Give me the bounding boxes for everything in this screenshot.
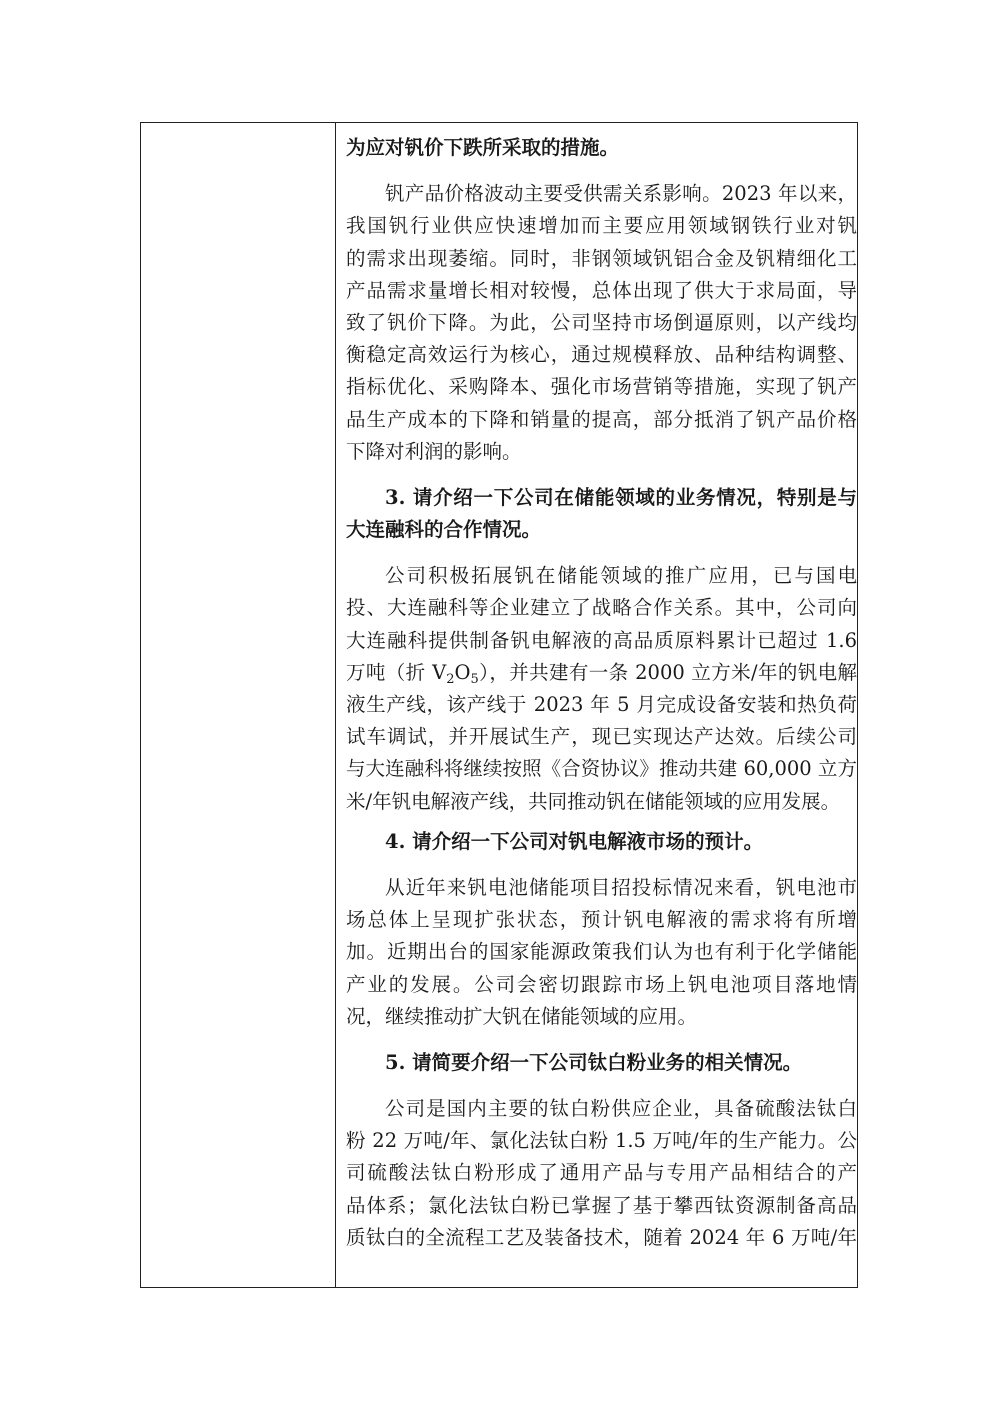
text-line: 与大连融科将继续按照《合资协议》推动共建 60,000 立方 — [346, 757, 857, 781]
answer-paragraph-energy-storage — [346, 560, 857, 818]
text-line: 从近年来钒电池储能项目招投标情况来看，钒电池市 — [385, 875, 857, 899]
qa-table — [140, 122, 858, 1288]
question-line: 大连融科的合作情况。 — [346, 518, 542, 542]
question-line: 4. 请介绍一下公司对钒电解液市场的预计。 — [385, 829, 764, 853]
text-line: 大连融科提供制备钒电解液的高品质原料累计已超过 1.6 — [346, 628, 857, 652]
question-3 — [346, 482, 857, 546]
text-fragment: 万吨（折 V — [346, 660, 447, 684]
text-line: 致了钒价下降。为此，公司坚持市场倒逼原则，以产线均 — [346, 310, 857, 334]
text-line: 产业的发展。公司会密切跟踪市场上钒电池项目落地情 — [346, 972, 857, 996]
answer-paragraph-titanium-dioxide — [346, 1093, 857, 1254]
text-line-formula — [346, 657, 857, 689]
text-line: 衡稳定高效运行为核心，通过规模释放、品种结构调整、 — [346, 343, 857, 367]
table-left-cell — [141, 123, 336, 1287]
text-line: 品生产成本的下降和销量的提高，部分抵消了钒产品价格 — [346, 407, 857, 431]
text-line: 的需求出现萎缩。同时，非钢领域钒铝合金及钒精细化工 — [346, 246, 857, 270]
question-line: 3. 请介绍一下公司在储能领域的业务情况，特别是与 — [385, 485, 857, 509]
text-line: 液生产线，该产线于 2023 年 5 月完成设备安装和热负荷 — [346, 693, 857, 716]
text-line: 场总体上呈现扩张状态，预计钒电解液的需求将有所增 — [346, 908, 857, 932]
text-line: 我国钒行业供应快速增加而主要应用领域钢铁行业对钒 — [346, 214, 857, 238]
question-4 — [346, 826, 857, 858]
text-line: 投、大连融科等企业建立了战略合作关系。其中，公司向 — [346, 596, 857, 620]
text-line: 质钛白的全流程工艺及装备技术，随着 2024 年 6 万吨/年 — [346, 1225, 857, 1249]
text-line: 下降对利润的影响。 — [346, 439, 522, 463]
text-line: 试车调试，并开展试生产，现已实现达产达效。后续公司 — [346, 725, 857, 749]
answer-paragraph-vanadium-price — [346, 178, 857, 468]
question-continuation: 为应对钒价下跌所采取的措施。 — [346, 136, 620, 159]
text-line: 钒产品价格波动主要受供需关系影响。2023 年以来， — [385, 182, 857, 206]
text-fragment: O — [454, 660, 471, 684]
question-line: 5. 请简要介绍一下公司钛白粉业务的相关情况。 — [385, 1050, 803, 1074]
text-line: 公司是国内主要的钛白粉供应企业，具备硫酸法钛白 — [385, 1097, 857, 1121]
question-5 — [346, 1047, 857, 1079]
text-line: 公司积极拓展钒在储能领域的推广应用，已与国电 — [385, 564, 857, 588]
text-line: 产品需求量增长相对较慢，总体出现了供大于求局面，导 — [346, 278, 857, 302]
text-line: 指标优化、采购降本、强化市场营销等措施，实现了钒产 — [346, 375, 857, 399]
subscript: 5 — [470, 671, 479, 687]
text-line: 司硫酸法钛白粉形成了通用产品与专用产品相结合的产 — [346, 1161, 857, 1185]
answer-paragraph-electrolyte-market — [346, 872, 857, 1033]
table-right-cell — [338, 123, 859, 1287]
text-line: 加。近期出台的国家能源政策我们认为也有利于化学储能 — [346, 940, 857, 964]
subscript: 2 — [446, 671, 455, 687]
text-fragment: ），并共建有一条 2000 立方米/年的钒电解 — [478, 660, 857, 684]
text-line: 米/年钒电解液产线，共同推动钒在储能领域的应用发展。 — [346, 789, 841, 813]
text-line: 品体系；氯化法钛白粉已掌握了基于攀西钛资源制备高品 — [346, 1193, 857, 1217]
text-line: 粉 22 万吨/年、氯化法钛白粉 1.5 万吨/年的生产能力。公 — [346, 1129, 857, 1153]
text-line: 况，继续推动扩大钒在储能领域的应用。 — [346, 1004, 698, 1028]
